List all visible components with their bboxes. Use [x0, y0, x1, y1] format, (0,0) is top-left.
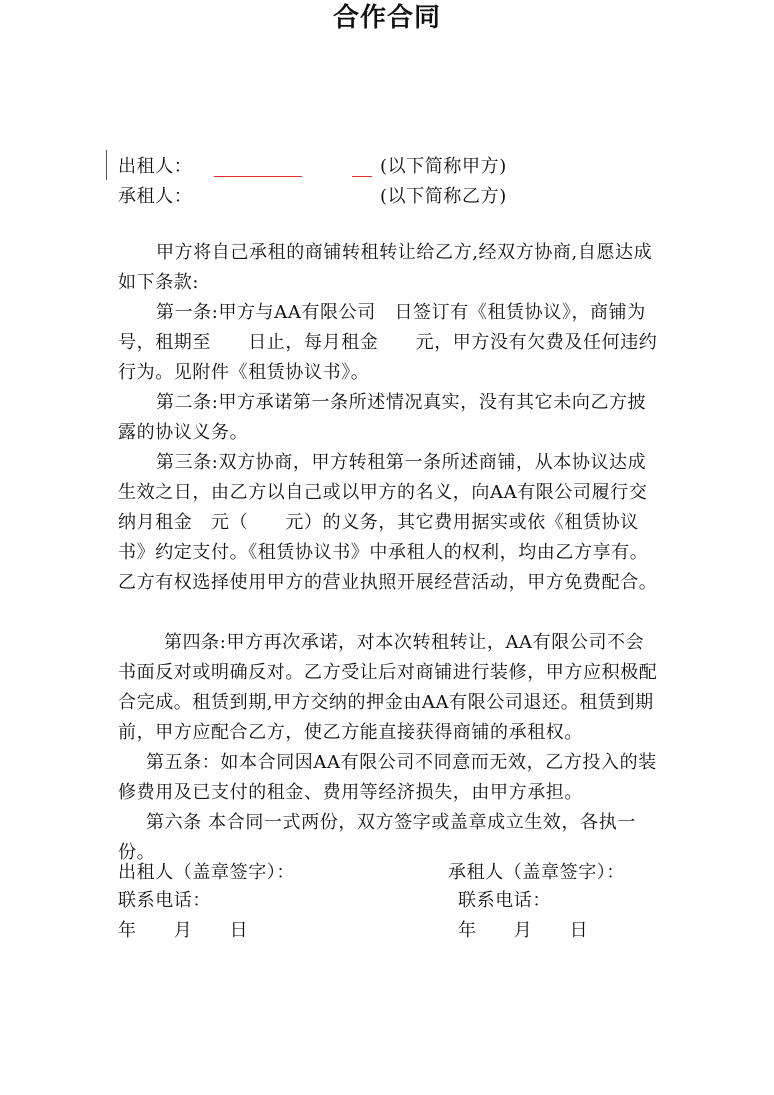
lessee-note: (以下简称乙方) [380, 186, 507, 207]
lessor-date: 年 月 日 [118, 920, 249, 941]
intro-paragraph: 甲方将自己承租的商铺转租转让给乙方,经双方协商,自愿达成如下条款: [118, 242, 653, 293]
lessor-phone-label: 联系电话： [118, 890, 211, 911]
lessee-label: 承租人： [118, 186, 193, 207]
lessor-label: 出租人： [118, 156, 193, 177]
lessee-signature-label: 承租人（盖章签字）： [448, 862, 625, 883]
clause-1: 第一条:甲方与AA有限公司 日签订有《租赁协议》，商铺为 号，租期至 日止，每月租金 元，甲方没有欠费及任何违约行为。见附件《租赁协议书》。 [118, 302, 684, 383]
contract-title: 合作合同 [332, 3, 441, 33]
lessor-note: (以下简称甲方) [380, 156, 507, 177]
clause-3: 第三条:双方协商，甲方转租第一条所述商铺，从本协议达成生效之日，由乙方以自己或以甲方的名义，向AA有限公司履行交纳月租金 元（ 元）的义务，其它费用据实或依《租赁协议书》约定支付。《租赁协议书》中承租人的权利，均由乙方享有。乙方有权选择使用甲方的营业执照开展经营活动，甲方免费配合。 [118, 452, 658, 593]
clause-2: 第二条:甲方承诺第一条所述情况真实，没有其它未向乙方披露的协议义务。 [118, 392, 647, 443]
clause-5: 第五条：如本合同因AA有限公司不同意而无效，乙方投入的装修费用及已支付的租金、费用等经济损失，由甲方承担。 [118, 752, 657, 803]
lessee-date: 年 月 日 [458, 920, 589, 941]
lessor-name-blank[interactable] [214, 176, 302, 177]
clause-6: 第六条 本合同一式两份，双方签字或盖章成立生效，各执一份。 [118, 812, 636, 863]
lessor-name-blank-tail[interactable] [352, 176, 372, 177]
clause-4: 第四条:甲方再次承诺，对本次转租转让，AA有限公司不会书面反对或明确反对。乙方受让后对商铺进行装修，甲方应积极配合完成。租赁到期,甲方交纳的押金由AA有限公司退还。租赁到期前，甲方应配合乙方，使乙方能直接获得商铺的承租权。 [118, 632, 658, 743]
lessee-phone-label: 联系电话： [458, 890, 551, 911]
lessor-signature-label: 出租人（盖章签字）： [118, 862, 295, 883]
text-cursor [106, 150, 107, 180]
